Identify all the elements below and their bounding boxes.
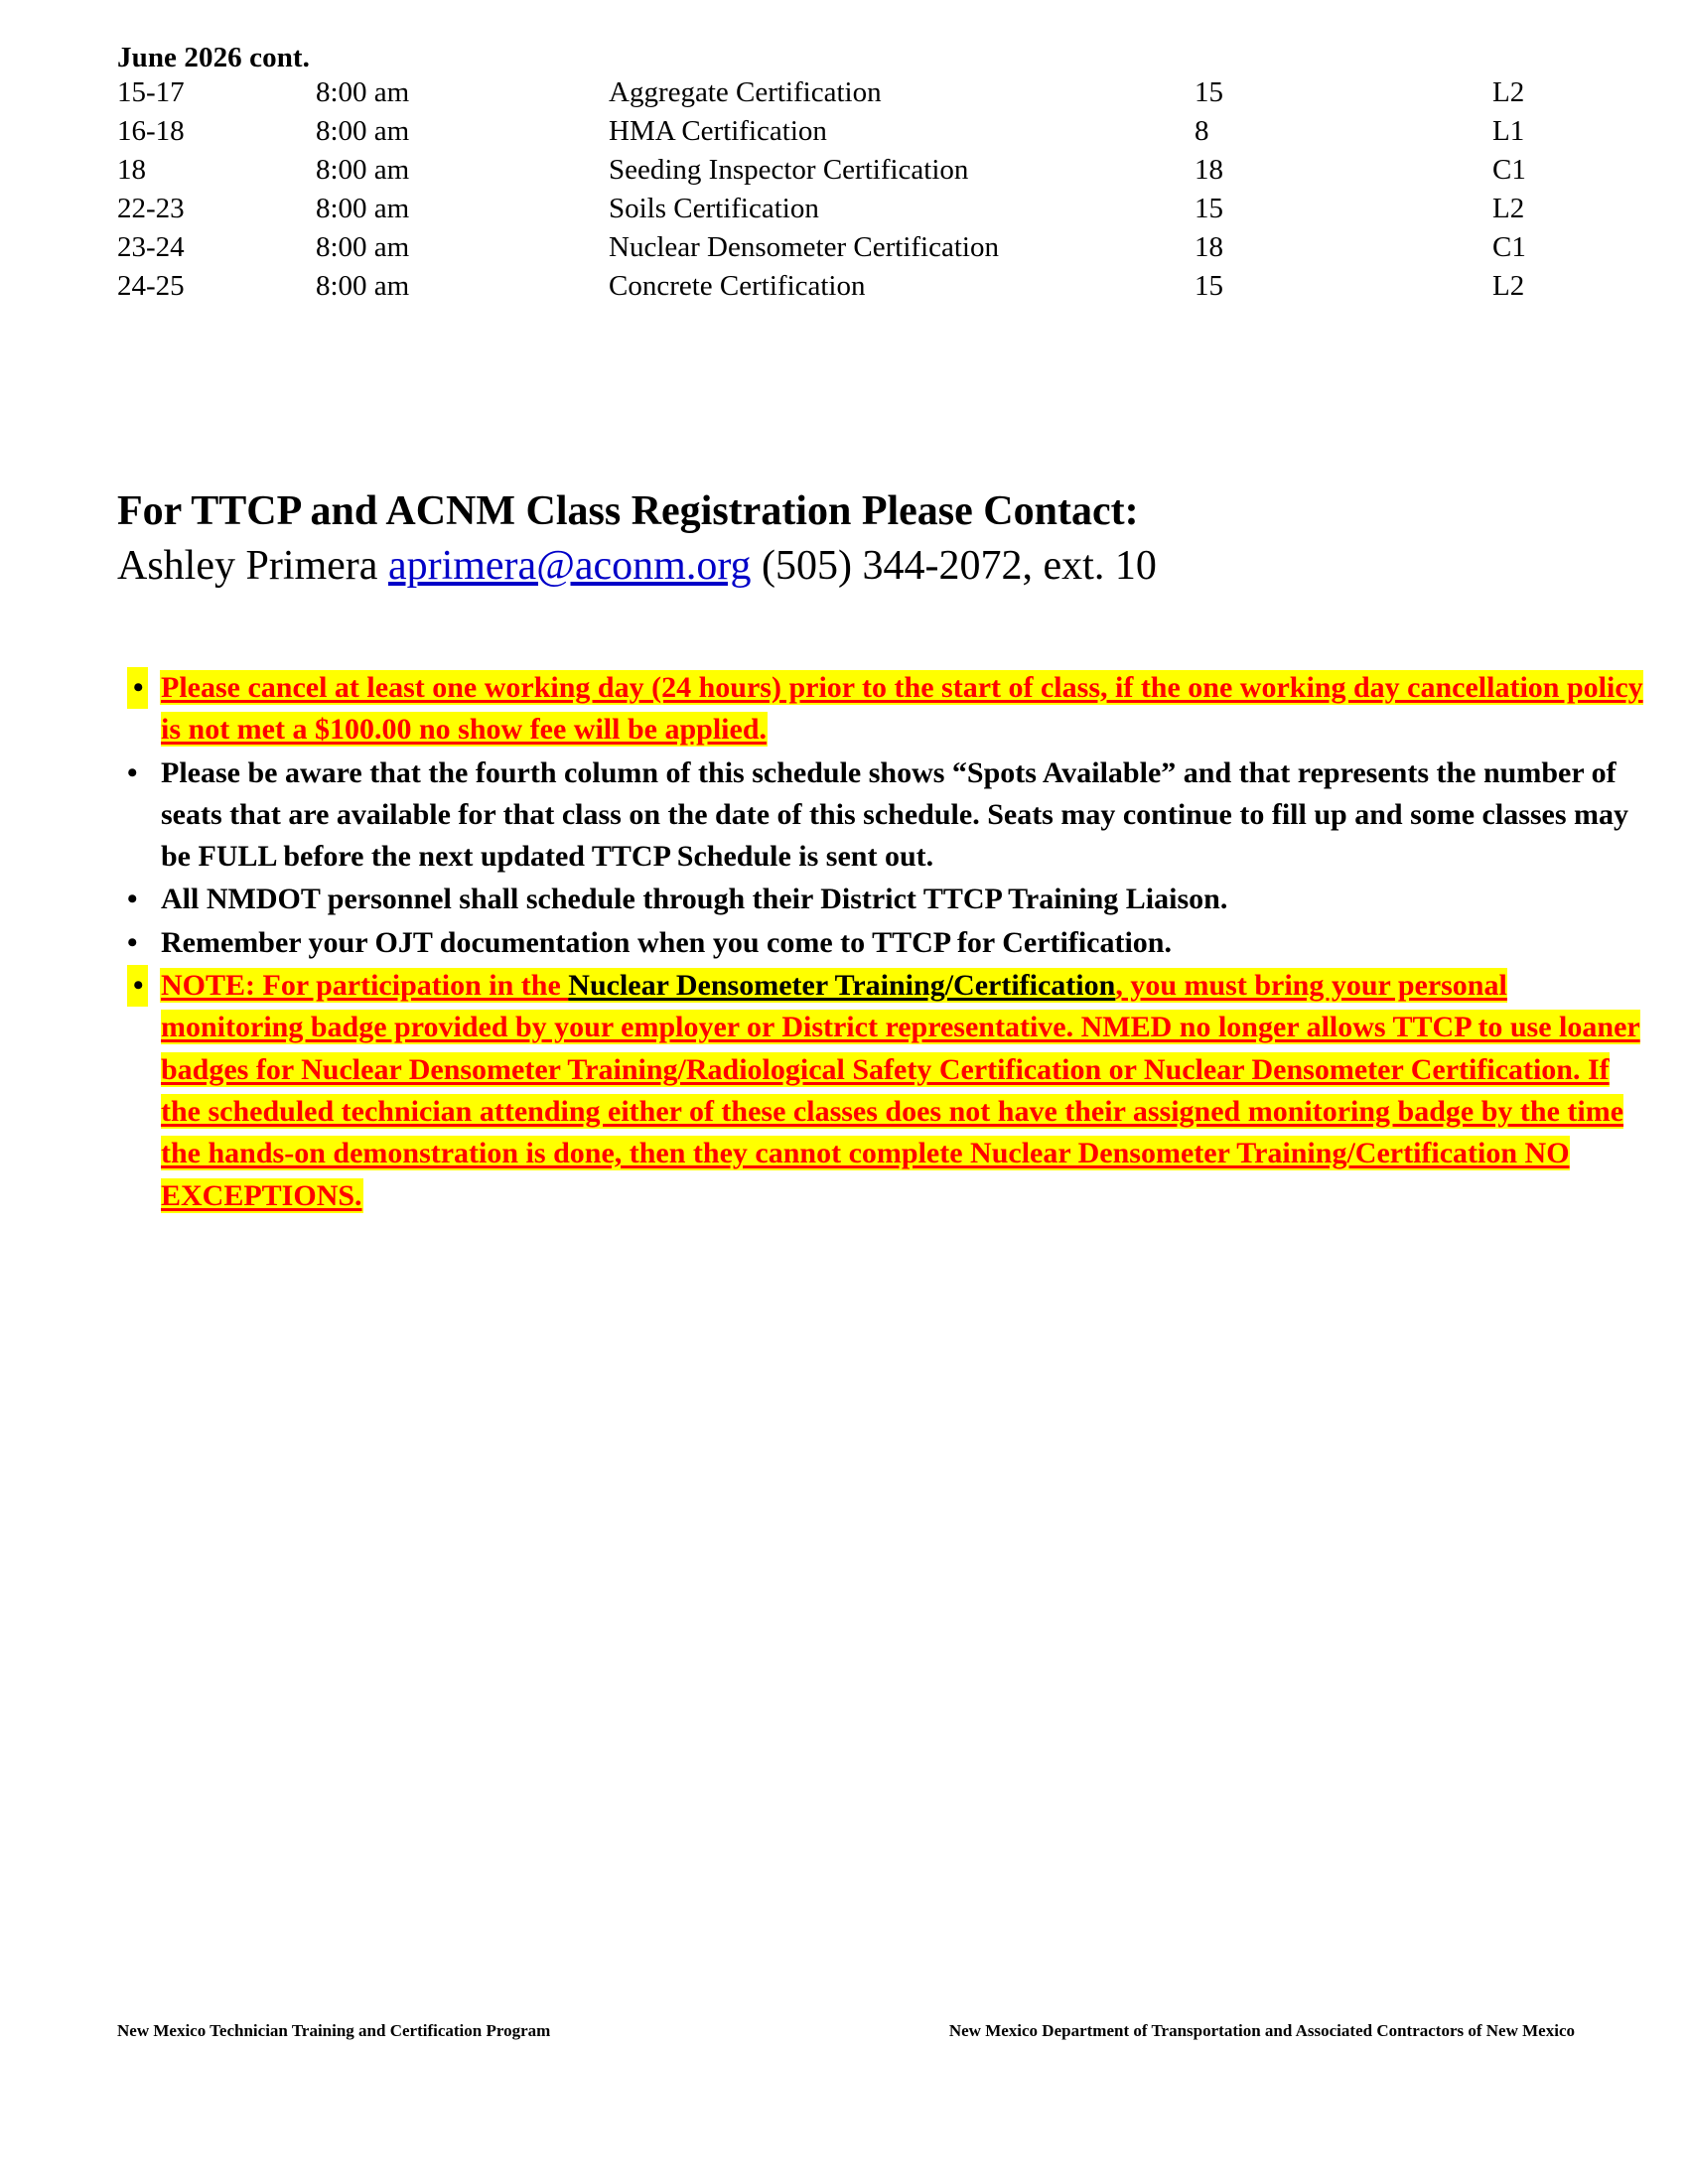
- note-cancellation-policy-text: Please cancel at least one working day (24 hours) prior to the start of class, if the one working day cancellation policy is not met a $100.00 no show fee will be applied.: [161, 671, 1643, 747]
- nuclear-note-part2: , you must bring your personal monitoring badge provided by your employer or District representative. NMED no longer allows TTCP to use loaner badges for Nuclear Densometer Training/Radiological Safety Certification or Nuclear Densometer Certification. If the scheduled technician attending either of these classes does not have their assigned monitoring badge by the time the hands-on demonstration is done, then they cannot complete Nuclear Densometer Training/Certification NO EXCEPTIONS.: [161, 969, 1640, 1212]
- cell-room: L2: [1492, 76, 1525, 108]
- notes-list: [117, 667, 1650, 1218]
- note-nuclear-densometer-badge: [161, 965, 1650, 1217]
- cell-spots: 8: [1195, 115, 1209, 147]
- cell-class: Nuclear Densometer Certification: [609, 231, 999, 263]
- schedule-section: [117, 44, 1587, 311]
- cell-time: 8:00 am: [316, 76, 410, 108]
- note-spots-available-text: Please be aware that the fourth column of this schedule shows “Spots Available” and that represents the number of seats that are available for that class on the date of this schedule. Seats may continue to fill up and some classes may be FULL before the next updated TTCP Schedule is sent out.: [161, 755, 1629, 874]
- cell-date: 18: [117, 154, 146, 186]
- table-row: [117, 195, 1587, 233]
- cell-room: L2: [1492, 270, 1525, 302]
- cell-class: Soils Certification: [609, 193, 819, 224]
- contact-details: [117, 541, 1587, 591]
- cell-class: Seeding Inspector Certification: [609, 154, 969, 186]
- cell-date: 15-17: [117, 76, 185, 108]
- schedule-table-body: [117, 78, 1587, 311]
- cell-time: 8:00 am: [316, 231, 410, 263]
- contact-name: Ashley Primera: [117, 543, 388, 590]
- cell-spots: 15: [1195, 76, 1223, 108]
- note-nmdot-personnel: [161, 879, 1650, 920]
- cell-time: 8:00 am: [316, 154, 410, 186]
- page-footer: [117, 2021, 1575, 2041]
- cell-room: C1: [1492, 231, 1526, 263]
- nuclear-note-part1: NOTE: For participation in the: [161, 969, 569, 1003]
- note-ojt-documentation-text: Remember your OJT documentation when you come to TTCP for Certification.: [161, 925, 1172, 959]
- note-nuclear-densometer-badge-text: [161, 969, 1640, 1211]
- month-heading: June 2026 cont.: [117, 42, 311, 73]
- cell-spots: 15: [1195, 270, 1223, 302]
- note-cancellation-policy: [161, 667, 1650, 751]
- table-row: [117, 117, 1587, 156]
- cell-date: 16-18: [117, 115, 185, 147]
- contact-email-link[interactable]: aprimera@aconm.org: [387, 543, 752, 590]
- cell-spots: 15: [1195, 193, 1223, 224]
- table-row: [117, 78, 1587, 117]
- contact-heading: For TTCP and ACNM Class Registration Please Contact:: [117, 488, 1139, 534]
- footer-right-text: New Mexico Department of Transportation and Associated Contractors of New Mexico: [948, 2021, 1575, 2040]
- cell-date: 23-24: [117, 231, 185, 263]
- cell-date: 24-25: [117, 270, 185, 302]
- cell-time: 8:00 am: [316, 115, 410, 147]
- nuclear-note-emphasis: Nuclear Densometer Training/Certification: [568, 969, 1116, 1003]
- cell-time: 8:00 am: [316, 270, 410, 302]
- table-row: [117, 233, 1587, 272]
- note-spots-available: [161, 752, 1650, 879]
- cell-class: Concrete Certification: [609, 270, 866, 302]
- contact-section: [117, 488, 1587, 591]
- cell-spots: 18: [1195, 231, 1223, 263]
- footer-left-text: New Mexico Technician Training and Certification Program: [117, 2021, 551, 2040]
- cell-room: L1: [1492, 115, 1525, 147]
- contact-phone: (505) 344-2072, ext. 10: [751, 543, 1157, 590]
- cell-room: C1: [1492, 154, 1526, 186]
- cell-spots: 18: [1195, 154, 1223, 186]
- cell-room: L2: [1492, 193, 1525, 224]
- cell-class: HMA Certification: [609, 115, 827, 147]
- table-row: [117, 156, 1587, 195]
- schedule-table: [117, 78, 1587, 311]
- cell-date: 22-23: [117, 193, 185, 224]
- cell-class: Aggregate Certification: [609, 76, 882, 108]
- note-ojt-documentation: [161, 922, 1650, 964]
- cell-time: 8:00 am: [316, 193, 410, 224]
- table-row: [117, 272, 1587, 311]
- note-nmdot-personnel-text: All NMDOT personnel shall schedule through their District TTCP Training Liaison.: [161, 883, 1228, 916]
